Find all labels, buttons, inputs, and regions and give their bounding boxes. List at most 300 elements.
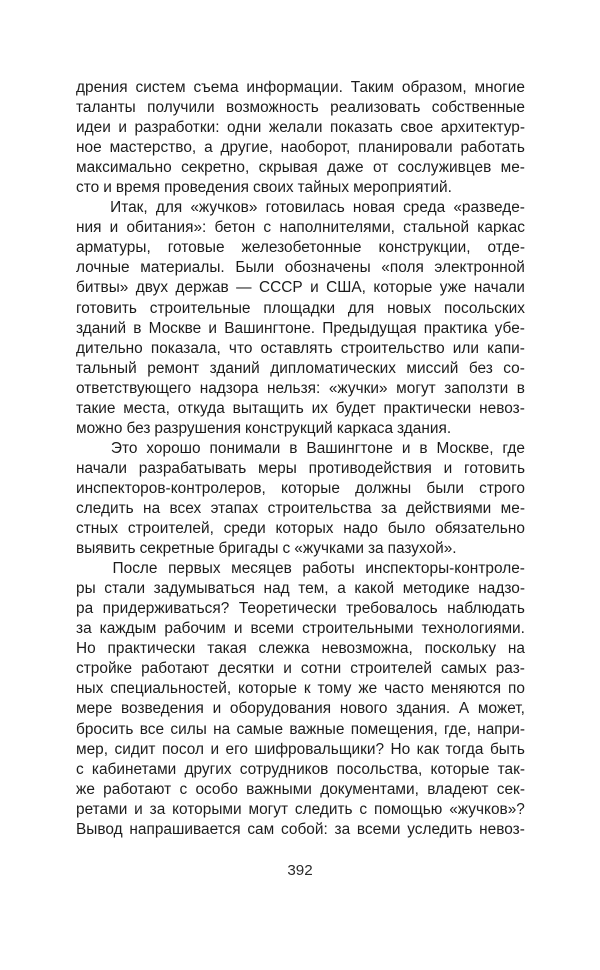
word: с	[263, 219, 272, 237]
word: стальной	[403, 219, 470, 237]
word: образом,	[401, 79, 467, 96]
word: железобетонные	[241, 239, 362, 257]
word: дительно	[76, 339, 143, 357]
text-line	[76, 319, 525, 339]
word: наполнителями,	[279, 219, 395, 237]
word: зданий	[76, 319, 127, 337]
word: начали	[473, 279, 525, 297]
text-line	[76, 479, 525, 499]
word: и	[134, 800, 143, 818]
word: двух	[135, 279, 169, 297]
word: время	[115, 179, 161, 197]
word: Но	[76, 640, 96, 658]
word: ра	[76, 600, 94, 618]
word: следить	[76, 499, 134, 517]
page-text-column	[76, 78, 525, 840]
word: так-	[497, 760, 525, 778]
word: посольских	[444, 299, 525, 317]
text-line	[76, 198, 525, 218]
word: действиями	[405, 499, 492, 517]
word: практика	[423, 319, 488, 337]
word: После	[112, 560, 158, 578]
word: возведения	[121, 700, 204, 718]
word: в	[289, 439, 298, 457]
word: планировали	[358, 139, 453, 157]
word: реализовать	[330, 99, 421, 117]
word: разрабатывать	[138, 459, 247, 477]
word: что	[228, 339, 253, 357]
word: все	[139, 720, 165, 738]
word: и	[310, 279, 319, 297]
word: других	[184, 760, 232, 778]
word: раз-	[495, 660, 525, 678]
paragraph	[76, 439, 525, 559]
word: могут	[248, 800, 289, 818]
word: показала,	[150, 339, 221, 357]
word: «жучков»	[190, 199, 258, 217]
word: готовилась	[265, 199, 345, 217]
word: для	[155, 199, 183, 217]
word: выявить	[76, 540, 136, 558]
paragraph	[76, 198, 525, 439]
word: возможность	[226, 99, 319, 117]
word: откуда	[177, 399, 225, 417]
word: всеми	[356, 820, 401, 838]
word: этапах	[210, 499, 259, 517]
word: от	[372, 159, 389, 177]
text-line	[76, 679, 525, 699]
text-line	[76, 299, 525, 319]
text-line	[76, 138, 525, 158]
text-line	[76, 379, 525, 399]
word: сотни	[300, 660, 342, 678]
text-line	[76, 339, 525, 359]
word: Но	[390, 740, 411, 758]
word: были	[426, 479, 464, 497]
word: невозможна,	[321, 640, 413, 658]
word: и	[443, 459, 453, 477]
word: силы	[170, 720, 207, 738]
word: новых	[387, 299, 432, 317]
word: убе-	[494, 319, 525, 337]
word: с	[359, 800, 368, 818]
word: тайных	[297, 179, 350, 197]
word: а	[204, 139, 213, 157]
word: надзо-	[478, 580, 525, 598]
word: Вывод	[76, 820, 123, 838]
word: строителей	[350, 660, 432, 678]
word: на	[143, 499, 161, 517]
word: сек-	[496, 780, 525, 798]
word: вытащить	[232, 399, 304, 417]
word: или	[452, 339, 480, 357]
first-line-indent	[76, 198, 102, 218]
text-line	[76, 359, 525, 379]
word: напрашивается	[129, 820, 241, 838]
word: обитания»:	[126, 219, 207, 237]
word: наоборот,	[280, 139, 351, 157]
word: тому	[317, 680, 352, 698]
text-line	[76, 258, 525, 278]
word: стройке	[76, 660, 133, 678]
word: ретами	[76, 800, 128, 818]
word: где	[502, 439, 525, 457]
word: уследить	[407, 820, 473, 838]
word: инспекторов-контролеров,	[76, 479, 266, 497]
word: тальный	[76, 359, 137, 377]
word: ме-	[500, 499, 525, 517]
word: Это	[110, 439, 138, 457]
word: работать	[460, 139, 525, 157]
word: разрушения	[154, 419, 242, 437]
word: места,	[123, 399, 170, 417]
word: и	[109, 219, 119, 237]
word: такая	[207, 640, 247, 658]
word: быть	[489, 740, 525, 758]
word: капи-	[487, 339, 525, 357]
word: слежка	[258, 640, 310, 658]
word: практически	[383, 399, 472, 417]
word: инспекторы-контроле-	[365, 560, 525, 578]
word: сто	[76, 179, 100, 197]
word: А	[458, 700, 470, 718]
word: на	[507, 640, 525, 658]
word: США,	[326, 279, 366, 297]
word: Теоретически	[238, 600, 337, 618]
word: среда	[403, 199, 446, 217]
word: методике	[402, 580, 470, 598]
word: напри-	[477, 720, 525, 738]
word: можно	[76, 419, 123, 437]
text-line	[76, 158, 525, 178]
word: работают	[103, 780, 172, 798]
text-line	[76, 599, 525, 619]
word: помощью	[373, 800, 443, 818]
text-line	[76, 539, 525, 559]
word: собственные	[431, 99, 525, 117]
word: где,	[444, 720, 471, 738]
word: готовить	[464, 459, 525, 477]
word: разработки:	[134, 119, 220, 137]
word: секретные	[139, 540, 215, 558]
word: и	[118, 119, 127, 137]
word: надзора	[199, 379, 259, 397]
word: которыми	[172, 800, 242, 818]
word: такие	[76, 399, 116, 417]
word: важные	[289, 720, 345, 738]
word: строителей,	[127, 520, 214, 538]
word: придерживаться?	[102, 600, 230, 618]
text-line	[76, 579, 525, 599]
word: ры	[76, 580, 96, 598]
text-line	[76, 740, 525, 760]
word: кабинетами	[91, 760, 177, 778]
word: строительными	[302, 620, 414, 638]
word: было	[387, 520, 426, 538]
word: «жучков»?	[449, 800, 525, 818]
word: «жучки»	[328, 379, 388, 397]
word: помещения,	[350, 720, 438, 738]
word: «разведе-	[453, 199, 525, 217]
word: с	[179, 780, 188, 798]
word: каждым	[99, 620, 157, 638]
word: мастерство,	[109, 139, 197, 157]
text-line	[76, 399, 525, 419]
word: месяцев	[231, 560, 292, 578]
word: систем	[135, 79, 186, 96]
word: оставлять	[260, 339, 333, 357]
word: «поля	[381, 259, 424, 277]
word: работы	[302, 560, 355, 578]
word: «жучками	[294, 540, 364, 558]
word: Итак,	[110, 199, 148, 217]
word: будет	[335, 399, 376, 417]
text-line	[76, 178, 525, 198]
word: часто	[384, 680, 424, 698]
word: на	[213, 720, 231, 738]
word: даже	[327, 159, 364, 177]
word: одни	[227, 119, 262, 137]
word: получили	[147, 99, 215, 117]
word: стных	[76, 520, 119, 538]
text-line	[76, 659, 525, 679]
text-line	[76, 760, 525, 780]
word: нельзя:	[266, 379, 321, 397]
word: невоз-	[479, 820, 525, 838]
word: Вашингтоне	[306, 439, 393, 457]
word: арматуры,	[76, 239, 151, 257]
word: и	[233, 620, 243, 638]
word: за	[380, 499, 397, 517]
word: Были	[235, 259, 275, 277]
word: хорошо	[146, 439, 201, 457]
word: пазухой».	[387, 540, 457, 558]
text-line	[76, 720, 525, 740]
word: архитектур-	[440, 119, 525, 137]
word: мере	[76, 700, 113, 718]
word: меняются	[430, 680, 502, 698]
word: ных	[76, 680, 104, 698]
word: документами,	[320, 780, 419, 798]
text-line	[76, 519, 525, 539]
word: оборудования	[229, 700, 332, 718]
word: противодействия	[308, 459, 432, 477]
word: сам	[247, 820, 275, 838]
text-line	[76, 559, 525, 579]
word: лочные	[76, 259, 130, 277]
word: самых	[440, 660, 487, 678]
word: площадки	[263, 299, 336, 317]
first-line-indent	[76, 439, 102, 459]
word: с	[282, 540, 291, 558]
word: без	[126, 419, 151, 437]
word: важными	[246, 780, 312, 798]
word: поскольку	[424, 640, 497, 658]
word: к	[303, 680, 311, 698]
word: конструкции,	[378, 239, 471, 257]
word: меры	[258, 459, 297, 477]
word: же	[358, 680, 378, 698]
word: конструкций	[245, 419, 333, 437]
word: наблюдать	[447, 600, 525, 618]
text-line	[76, 278, 525, 298]
word: скрывая	[258, 159, 318, 177]
word: над	[263, 580, 290, 598]
word: всех	[169, 499, 202, 517]
word: технологиями.	[421, 620, 525, 638]
text-line	[76, 118, 525, 138]
word: новая	[352, 199, 395, 217]
word: зданий	[209, 359, 260, 377]
word: с	[76, 760, 84, 778]
word: Таким	[350, 79, 395, 96]
text-line	[76, 820, 525, 840]
word: ное	[76, 139, 102, 157]
word: могут	[396, 379, 436, 397]
word: может,	[477, 700, 525, 718]
word: показать	[329, 119, 393, 137]
word: невоз-	[479, 399, 525, 417]
word: за	[76, 620, 92, 638]
word: понимали	[209, 439, 281, 457]
word: проведения	[164, 179, 249, 197]
word: битвы»	[76, 279, 129, 297]
text-line	[76, 218, 525, 238]
word: обязательно	[435, 520, 525, 538]
word: за	[334, 820, 351, 838]
text-line	[76, 780, 525, 800]
word: идеи	[76, 119, 111, 137]
word: желали	[268, 119, 323, 137]
word: за	[367, 540, 384, 558]
text-line	[76, 800, 525, 820]
word: ме-	[500, 159, 525, 177]
word: строительства	[267, 499, 372, 517]
word: Москве,	[436, 439, 494, 457]
text-line	[76, 619, 525, 639]
text-line	[76, 238, 525, 258]
word: здания.	[397, 419, 452, 437]
word: сидит	[114, 740, 156, 758]
word: работают	[141, 660, 210, 678]
word: свое	[400, 119, 434, 137]
word: дипломатических	[270, 359, 396, 377]
word: держав	[175, 279, 229, 297]
word: тем,	[298, 580, 329, 598]
word: тогда	[445, 740, 484, 758]
paragraph	[76, 78, 525, 198]
word: миссий	[406, 359, 459, 377]
word: в	[133, 319, 142, 337]
word: задумываться	[153, 580, 255, 598]
word: дрения	[76, 79, 128, 96]
text-line	[76, 639, 525, 659]
text-line	[76, 78, 525, 98]
word: заползти	[444, 379, 509, 397]
text-line	[76, 459, 525, 479]
word: СССР	[259, 279, 303, 297]
word: которые	[373, 279, 433, 297]
first-line-indent	[76, 559, 102, 579]
word: сослуживцев	[397, 159, 492, 177]
word: их	[311, 399, 328, 417]
text-line	[76, 499, 525, 519]
word: и	[208, 319, 218, 337]
word: должны	[355, 479, 412, 497]
word: каркас	[477, 219, 525, 237]
word: стали	[104, 580, 146, 598]
word: надо	[343, 520, 378, 538]
word: начали	[76, 459, 127, 477]
word: а	[337, 580, 346, 598]
word: в	[419, 439, 428, 457]
word: десятки	[218, 660, 275, 678]
word: первых	[168, 560, 221, 578]
word: здания.	[396, 700, 451, 718]
word: съема	[193, 79, 239, 96]
text-line	[76, 439, 525, 459]
word: шифровальщики?	[254, 740, 385, 758]
page-number: 392	[287, 862, 313, 879]
word: секретно,	[181, 159, 250, 177]
word: и	[401, 439, 411, 457]
word: нового	[339, 700, 388, 718]
word: бригады	[218, 540, 279, 558]
word: и	[212, 700, 222, 718]
word: другие,	[220, 139, 273, 157]
word: Москве	[148, 319, 202, 337]
word: уже	[439, 279, 467, 297]
word: таланты	[76, 99, 136, 117]
word: среди	[223, 520, 266, 538]
word: ния	[76, 219, 102, 237]
word: строго	[479, 479, 525, 497]
word: материалы.	[140, 259, 225, 277]
text-line	[76, 699, 525, 719]
word: какой	[354, 580, 395, 598]
word: как	[416, 740, 440, 758]
word: строительные	[149, 299, 251, 317]
word: для	[347, 299, 375, 317]
word: мероприятий.	[353, 179, 452, 197]
word: Вашингтоне.	[224, 319, 316, 337]
word: же	[76, 780, 95, 798]
word: собой:	[280, 820, 328, 838]
word: многие	[474, 79, 525, 96]
word: в	[516, 379, 525, 397]
word: сотрудников	[239, 760, 329, 778]
word: посол	[161, 740, 205, 758]
word: по	[507, 680, 525, 698]
word: отде-	[487, 239, 525, 257]
word: самые	[236, 720, 284, 738]
word: практически	[107, 640, 196, 658]
word: за	[149, 800, 166, 818]
word: со-	[503, 359, 525, 377]
word: которые	[281, 479, 340, 497]
text-line	[76, 419, 525, 439]
word: рабочим	[164, 620, 226, 638]
word: готовые	[167, 239, 225, 257]
word: всеми	[250, 620, 295, 638]
word: без	[468, 359, 493, 377]
word: своих	[253, 179, 294, 197]
word: —	[236, 279, 252, 297]
word: бросить	[76, 720, 134, 738]
word: Предыдущая	[322, 319, 417, 337]
word: и	[210, 740, 220, 758]
text-line	[76, 98, 525, 118]
